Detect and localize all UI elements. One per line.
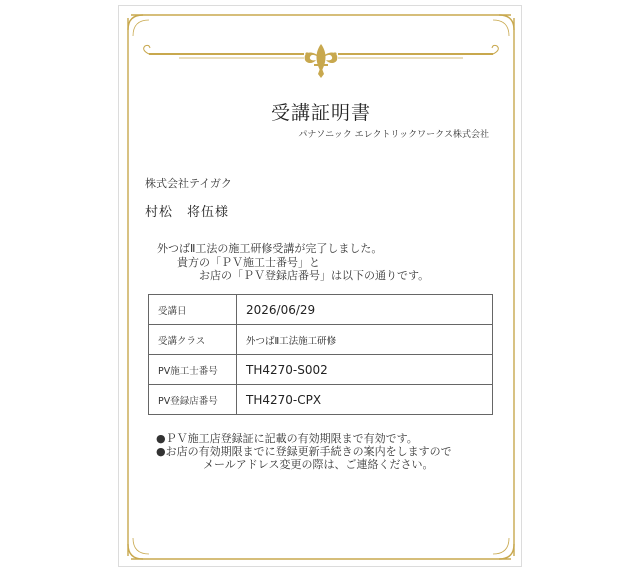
row-label: PV施工士番号 — [149, 355, 237, 385]
row-value: 外つばⅡ工法施工研修 — [237, 325, 493, 355]
table-row — [149, 325, 493, 355]
table-row — [149, 355, 493, 385]
table-row — [149, 295, 493, 325]
fleur-ornament-icon — [305, 44, 338, 78]
page-title: 受講証明書 — [270, 102, 371, 124]
message-line: 外つばⅡ工法の施工研修受講が完了しました。 — [157, 242, 383, 255]
note-line: メールアドレス変更の際は、ご連絡ください。 — [203, 458, 434, 471]
row-value: 2026/06/29 — [237, 295, 493, 325]
ornamental-frame — [119, 6, 523, 568]
note-line: ●お店の有効期限までに登録更新手続きの案内をしますので — [156, 445, 452, 458]
note-line: ●ＰＶ施工店登録証に記載の有効期限まで有効です。 — [156, 432, 418, 445]
recipient-name: 村松 将伍様 — [145, 205, 230, 220]
row-value: TH4270-CPX — [237, 385, 493, 415]
row-label: 受講クラス — [149, 325, 237, 355]
row-label: 受講日 — [149, 295, 237, 325]
row-value: TH4270-S002 — [237, 355, 493, 385]
table-row — [149, 385, 493, 415]
message-line: 貴方の「ＰＶ施工士番号」と — [177, 256, 320, 269]
info-table — [148, 294, 493, 415]
message-line: お店の「ＰＶ登録店番号」は以下の通りです。 — [199, 269, 430, 282]
row-label: PV登録店番号 — [149, 385, 237, 415]
company-name: 株式会社テイガク — [145, 177, 232, 190]
certificate-page — [118, 5, 522, 567]
issuer-name: パナソニック エレクトリックワークス株式会社 — [298, 130, 489, 140]
